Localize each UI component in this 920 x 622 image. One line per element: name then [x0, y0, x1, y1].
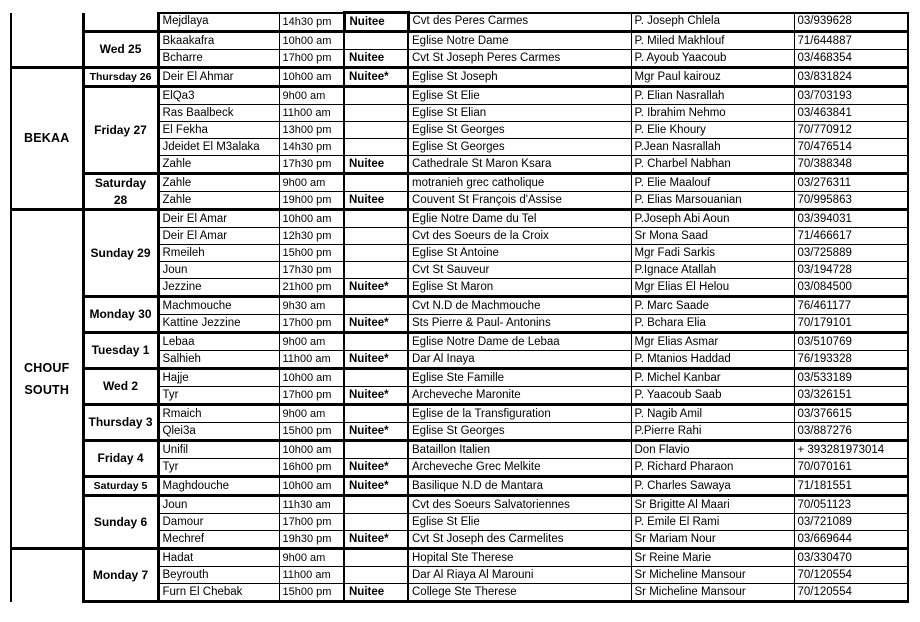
cell-phone: 03/084500 [794, 279, 908, 297]
cell-location: Machmouche [158, 297, 279, 315]
cell-venue: Archeveche Maronite [408, 387, 631, 405]
cell-contact: P. Richard Pharaon [631, 459, 794, 477]
region-label-line: CHOUF [24, 360, 70, 375]
cell-phone: 70/179101 [794, 315, 908, 333]
cell-location: Zahle [158, 156, 279, 174]
cell-venue: Eglise Ste Famille [408, 369, 631, 387]
cell-venue: Basilique N.D de Mantara [408, 477, 631, 496]
cell-contact: Mgr Paul kairouz [631, 68, 794, 87]
cell-location: Bkaakafra [158, 32, 279, 50]
cell-location: Lebaa [158, 333, 279, 351]
cell-overnight [344, 567, 408, 584]
table-row [11, 174, 908, 192]
cell-location: Maghdouche [158, 477, 279, 496]
cell-phone: 70/476514 [794, 139, 908, 156]
cell-time: 11h00 am [279, 351, 344, 369]
day-cell: Tuesday 1 [83, 333, 158, 369]
cell-phone: 03/468354 [794, 50, 908, 68]
cell-location: Qlei3a [158, 423, 279, 441]
table-row [11, 297, 908, 315]
cell-venue: Cvt des Soeurs de la Croix [408, 228, 631, 245]
cell-time: 17h00 pm [279, 514, 344, 531]
region-cell: BEKAA [11, 68, 83, 210]
table-row [11, 32, 908, 50]
cell-venue: College Ste Therese [408, 584, 631, 602]
day-cell [83, 13, 158, 32]
cell-phone: 03/721089 [794, 514, 908, 531]
cell-time: 13h00 pm [279, 122, 344, 139]
cell-venue: Cvt des Soeurs Salvatoriennes [408, 496, 631, 514]
cell-time: 9h30 am [279, 297, 344, 315]
cell-phone: 03/533189 [794, 369, 908, 387]
cell-location: Hajje [158, 369, 279, 387]
cell-venue: Eglie Notre Dame du Tel [408, 210, 631, 228]
cell-location: Mejdlaya [158, 13, 279, 32]
cell-time: 10h00 am [279, 369, 344, 387]
cell-phone: 03/463841 [794, 105, 908, 122]
table-row [11, 68, 908, 87]
cell-location: Tyr [158, 387, 279, 405]
cell-venue: Eglise St Elie [408, 87, 631, 105]
cell-contact: P. Charbel Nabhan [631, 156, 794, 174]
day-cell: Sunday 6 [83, 496, 158, 549]
cell-venue: Sts Pierre & Paul- Antonins [408, 315, 631, 333]
cell-location: Deir El Amar [158, 228, 279, 245]
cell-contact: P.Joseph Abi Aoun [631, 210, 794, 228]
day-cell: Wed 25 [83, 32, 158, 68]
cell-contact: Mgr Fadi Sarkis [631, 245, 794, 262]
cell-contact: P.Pierre Rahi [631, 423, 794, 441]
cell-location: Salhieh [158, 351, 279, 369]
cell-overnight [344, 496, 408, 514]
cell-contact: P. Mtanios Haddad [631, 351, 794, 369]
cell-contact: P. Bchara Elia [631, 315, 794, 333]
cell-phone: 03/330470 [794, 549, 908, 567]
cell-time: 10h00 am [279, 441, 344, 459]
cell-phone: 03/394031 [794, 210, 908, 228]
cell-phone: 70/051123 [794, 496, 908, 514]
cell-phone: + 393281973014 [794, 441, 908, 459]
cell-overnight: Nuitee* [344, 531, 408, 549]
cell-venue: Cvt St Sauveur [408, 262, 631, 279]
cell-contact: P. Elie Maalouf [631, 174, 794, 192]
cell-contact: P. Charles Sawaya [631, 477, 794, 496]
cell-contact: P. Joseph Chlela [631, 13, 794, 32]
cell-time: 17h00 pm [279, 50, 344, 68]
cell-location: Hadat [158, 549, 279, 567]
cell-time: 14h30 pm [279, 13, 344, 32]
cell-time: 9h00 am [279, 87, 344, 105]
cell-phone: 03/326151 [794, 387, 908, 405]
cell-time: 11h30 am [279, 496, 344, 514]
cell-location: Rmaich [158, 405, 279, 423]
cell-time: 14h30 pm [279, 139, 344, 156]
day-cell: Sunday 29 [83, 210, 158, 297]
cell-overnight: Nuitee [344, 13, 408, 32]
cell-venue: Eglise St Georges [408, 122, 631, 139]
cell-location: Deir El Amar [158, 210, 279, 228]
cell-phone: 70/120554 [794, 567, 908, 584]
cell-phone: 03/831824 [794, 68, 908, 87]
cell-overnight: Nuitee* [344, 315, 408, 333]
cell-venue: Eglise Notre Dame [408, 32, 631, 50]
cell-overnight [344, 174, 408, 192]
cell-overnight: Nuitee [344, 192, 408, 210]
cell-venue: Archeveche Grec Melkite [408, 459, 631, 477]
cell-location: Jdeidet El M3alaka [158, 139, 279, 156]
cell-location: Kattine Jezzine [158, 315, 279, 333]
cell-phone: 03/510769 [794, 333, 908, 351]
cell-time: 10h00 am [279, 68, 344, 87]
cell-location: Joun [158, 496, 279, 514]
cell-venue: Eglise St Joseph [408, 68, 631, 87]
table-row [11, 477, 908, 496]
cell-contact: Sr Mona Saad [631, 228, 794, 245]
cell-location: Zahle [158, 192, 279, 210]
cell-phone: 71/644887 [794, 32, 908, 50]
cell-time: 10h00 am [279, 210, 344, 228]
cell-overnight: Nuitee* [344, 279, 408, 297]
day-cell: Thursday 26 [83, 68, 158, 87]
cell-overnight [344, 262, 408, 279]
cell-venue: Dar Al Inaya [408, 351, 631, 369]
cell-location: Rmeileh [158, 245, 279, 262]
cell-contact: P. Miled Makhlouf [631, 32, 794, 50]
cell-phone: 76/461177 [794, 297, 908, 315]
cell-location: Jezzine [158, 279, 279, 297]
cell-venue: Cvt N.D de Machmouche [408, 297, 631, 315]
cell-time: 21h00 pm [279, 279, 344, 297]
cell-contact: P. Elie Khoury [631, 122, 794, 139]
cell-overnight [344, 105, 408, 122]
cell-contact: P. Ibrahim Nehmo [631, 105, 794, 122]
table-row [11, 333, 908, 351]
cell-time: 10h00 am [279, 32, 344, 50]
cell-time: 9h00 am [279, 549, 344, 567]
cell-contact: P. Marc Saade [631, 297, 794, 315]
cell-overnight: Nuitee* [344, 387, 408, 405]
cell-time: 17h00 pm [279, 315, 344, 333]
region-label-line: SOUTH [24, 383, 70, 397]
cell-overnight [344, 228, 408, 245]
cell-location: Unifil [158, 441, 279, 459]
cell-overnight: Nuitee [344, 584, 408, 602]
cell-overnight: Nuitee [344, 50, 408, 68]
cell-venue: motranieh grec catholique [408, 174, 631, 192]
cell-contact: Sr Reine Marie [631, 549, 794, 567]
cell-contact: P.Jean Nasrallah [631, 139, 794, 156]
cell-overnight [344, 87, 408, 105]
cell-time: 16h00 pm [279, 459, 344, 477]
region-cell [11, 13, 83, 68]
cell-overnight: Nuitee [344, 156, 408, 174]
cell-phone: 70/995863 [794, 192, 908, 210]
cell-phone: 03/376615 [794, 405, 908, 423]
day-cell: Friday 27 [83, 87, 158, 174]
cell-location: Joun [158, 262, 279, 279]
table-row [11, 369, 908, 387]
cell-time: 11h00 am [279, 105, 344, 122]
cell-time: 12h30 pm [279, 228, 344, 245]
schedule-sheet [10, 11, 909, 603]
cell-contact: Sr Mariam Nour [631, 531, 794, 549]
cell-location: Bcharre [158, 50, 279, 68]
cell-overnight [344, 139, 408, 156]
cell-phone: 70/120554 [794, 584, 908, 602]
cell-venue: Eglise St Elie [408, 514, 631, 531]
cell-phone: 76/193328 [794, 351, 908, 369]
cell-overnight [344, 245, 408, 262]
cell-venue: Bataillon Italien [408, 441, 631, 459]
cell-venue: Eglise St Elian [408, 105, 631, 122]
region-cell [11, 549, 83, 602]
cell-location: Deir El Ahmar [158, 68, 279, 87]
cell-venue: Cathedrale St Maron Ksara [408, 156, 631, 174]
cell-overnight [344, 333, 408, 351]
day-cell: Saturday 5 [83, 477, 158, 496]
day-label-line: 28 [113, 192, 128, 207]
cell-overnight [344, 122, 408, 139]
cell-contact: Sr Micheline Mansour [631, 584, 794, 602]
cell-overnight [344, 514, 408, 531]
cell-location: El Fekha [158, 122, 279, 139]
cell-contact: P. Emile El Rami [631, 514, 794, 531]
cell-overnight [344, 405, 408, 423]
day-label-line: Saturday [94, 176, 147, 191]
cell-contact: P. Michel Kanbar [631, 369, 794, 387]
cell-overnight: Nuitee* [344, 477, 408, 496]
cell-phone: 71/466617 [794, 228, 908, 245]
cell-location: Ras Baalbeck [158, 105, 279, 122]
table-row [11, 405, 908, 423]
cell-location: Tyr [158, 459, 279, 477]
cell-phone: 03/703193 [794, 87, 908, 105]
cell-time: 11h00 am [279, 567, 344, 584]
cell-contact: Don Flavio [631, 441, 794, 459]
cell-contact: P. Elias Marsouanian [631, 192, 794, 210]
cell-contact: P.Ignace Atallah [631, 262, 794, 279]
schedule-table-body [11, 13, 908, 602]
day-cell [83, 174, 158, 210]
day-cell: Monday 30 [83, 297, 158, 333]
cell-phone: 03/725889 [794, 245, 908, 262]
cell-time: 9h00 am [279, 405, 344, 423]
cell-overnight [344, 549, 408, 567]
cell-contact: P. Yaacoub Saab [631, 387, 794, 405]
cell-contact: P. Nagib Amil [631, 405, 794, 423]
cell-time: 17h00 pm [279, 387, 344, 405]
cell-overnight: Nuitee* [344, 459, 408, 477]
cell-contact: P. Ayoub Yaacoub [631, 50, 794, 68]
cell-phone: 70/770912 [794, 122, 908, 139]
cell-venue: Hopital Ste Therese [408, 549, 631, 567]
cell-time: 15h00 pm [279, 423, 344, 441]
cell-location: Furn El Chebak [158, 584, 279, 602]
cell-time: 19h00 pm [279, 192, 344, 210]
cell-overnight [344, 210, 408, 228]
cell-contact: Sr Micheline Mansour [631, 567, 794, 584]
cell-venue: Cvt St Joseph des Carmelites [408, 531, 631, 549]
table-row [11, 496, 908, 514]
cell-time: 9h00 am [279, 174, 344, 192]
cell-phone: 03/939628 [794, 13, 908, 32]
cell-venue: Eglise de la Transfiguration [408, 405, 631, 423]
cell-venue: Eglise Notre Dame de Lebaa [408, 333, 631, 351]
cell-time: 17h30 pm [279, 156, 344, 174]
cell-overnight [344, 441, 408, 459]
cell-overnight: Nuitee* [344, 423, 408, 441]
cell-location: Mechref [158, 531, 279, 549]
cell-contact: P. Elian Nasrallah [631, 87, 794, 105]
cell-overnight [344, 369, 408, 387]
cell-location: Beyrouth [158, 567, 279, 584]
cell-phone: 03/276311 [794, 174, 908, 192]
cell-contact: Mgr Elias El Helou [631, 279, 794, 297]
cell-venue: Eglise St Maron [408, 279, 631, 297]
cell-contact: Mgr Elias Asmar [631, 333, 794, 351]
day-cell: Wed 2 [83, 369, 158, 405]
cell-overnight: Nuitee* [344, 68, 408, 87]
table-row [11, 210, 908, 228]
cell-location: ElQa3 [158, 87, 279, 105]
cell-venue: Couvent St François d'Assise [408, 192, 631, 210]
cell-contact: Sr Brigitte Al Maari [631, 496, 794, 514]
table-row [11, 549, 908, 567]
table-row [11, 13, 908, 32]
schedule-table [10, 11, 909, 603]
cell-overnight: Nuitee* [344, 351, 408, 369]
cell-time: 9h00 am [279, 333, 344, 351]
day-cell: Thursday 3 [83, 405, 158, 441]
cell-time: 17h30 pm [279, 262, 344, 279]
cell-venue: Cvt St Joseph Peres Carmes [408, 50, 631, 68]
day-cell: Friday 4 [83, 441, 158, 477]
day-cell: Monday 7 [83, 549, 158, 602]
cell-phone: 03/194728 [794, 262, 908, 279]
cell-phone: 71/181551 [794, 477, 908, 496]
cell-phone: 03/669644 [794, 531, 908, 549]
cell-time: 19h30 pm [279, 531, 344, 549]
cell-phone: 70/070161 [794, 459, 908, 477]
cell-venue: Cvt des Peres Carmes [408, 13, 631, 32]
cell-time: 10h00 am [279, 477, 344, 496]
table-row [11, 87, 908, 105]
cell-time: 15h00 pm [279, 245, 344, 262]
table-row [11, 441, 908, 459]
cell-venue: Eglise St Georges [408, 423, 631, 441]
cell-phone: 03/887276 [794, 423, 908, 441]
cell-venue: Eglise St Antoine [408, 245, 631, 262]
cell-overnight [344, 297, 408, 315]
cell-venue: Eglise St Georges [408, 139, 631, 156]
cell-location: Zahle [158, 174, 279, 192]
cell-overnight [344, 32, 408, 50]
cell-time: 15h00 pm [279, 584, 344, 602]
cell-venue: Dar Al Riaya Al Marouni [408, 567, 631, 584]
region-cell [11, 210, 83, 549]
cell-location: Damour [158, 514, 279, 531]
cell-phone: 70/388348 [794, 156, 908, 174]
